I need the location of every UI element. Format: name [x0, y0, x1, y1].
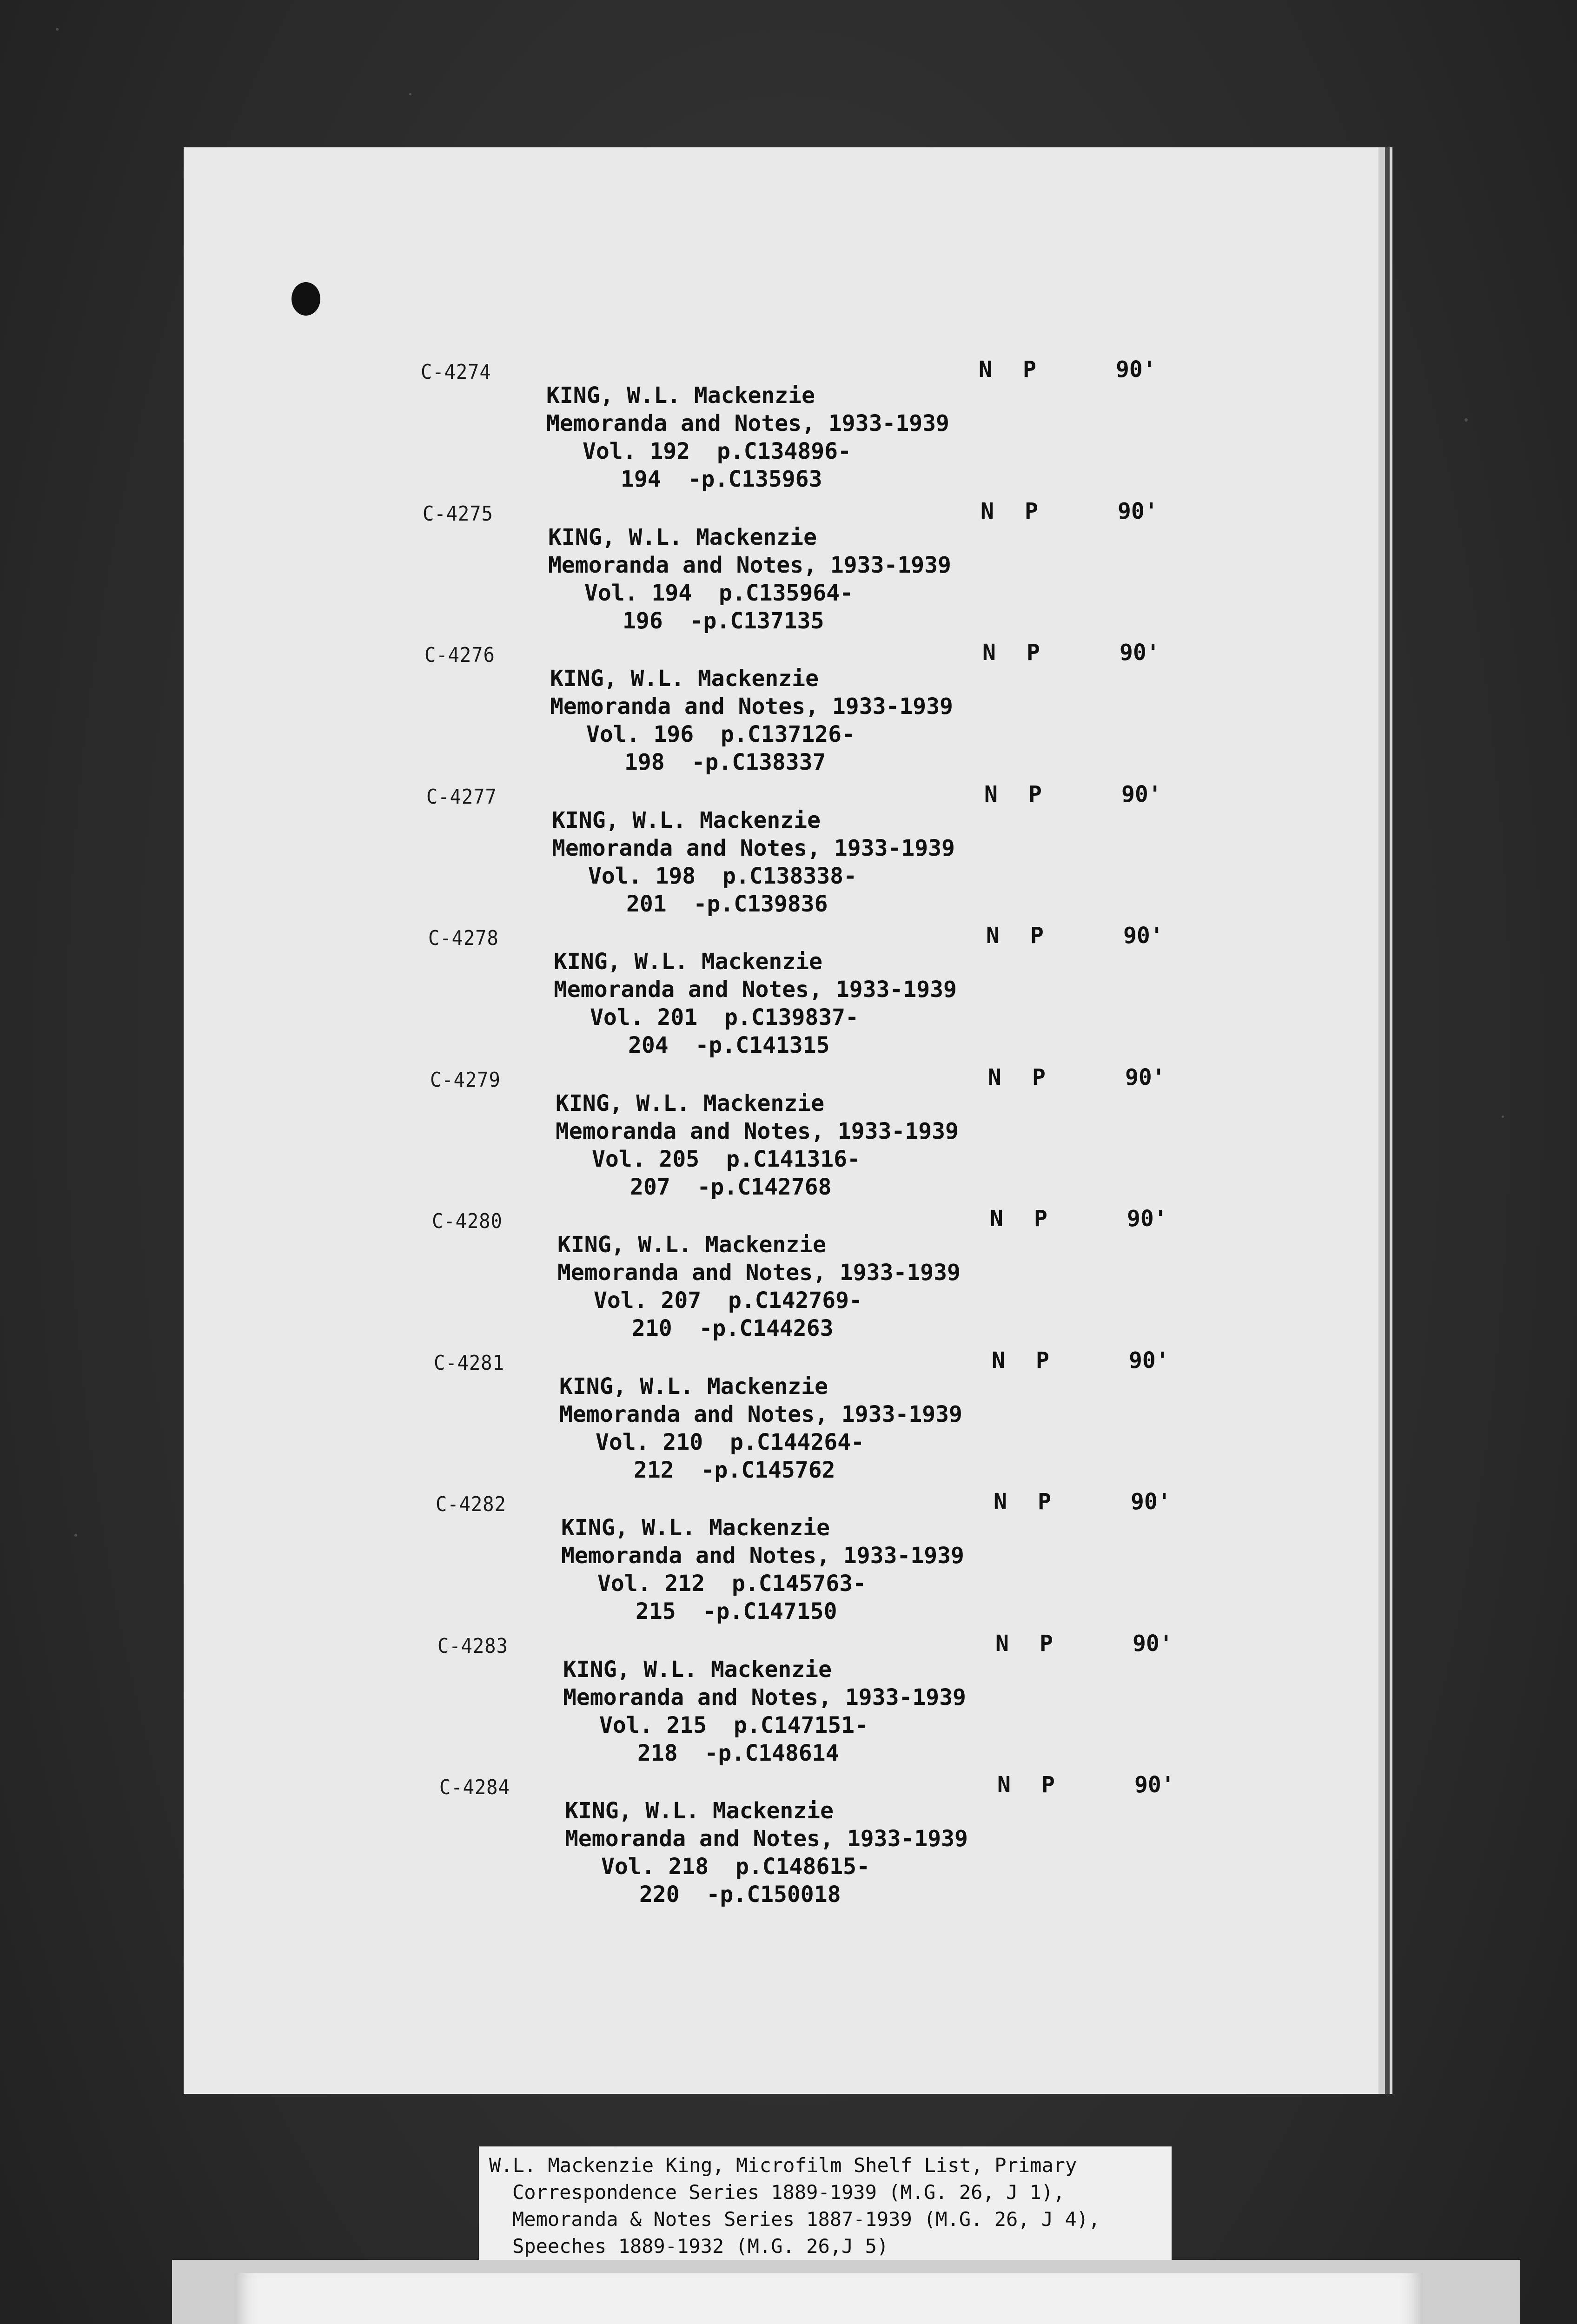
negative-flag: N [979, 357, 992, 383]
entry-name: KING, W.L. Mackenzie [554, 949, 822, 975]
negative-flag: N [984, 781, 998, 807]
caption-line: Correspondence Series 1889-1939 (M.G. 26, J 1), [512, 2181, 1065, 2204]
reel-number: C-4284 [439, 1776, 510, 1799]
positive-flag: P [1028, 781, 1042, 807]
entry-description [552, 806, 955, 918]
entry-description [554, 948, 957, 1059]
entry-series: Memoranda and Notes, 1933-1939 [563, 1684, 966, 1710]
entry-volume: Vol. 218 p.C148615- [601, 1854, 870, 1880]
entry-volume: Vol. 205 p.C141316- [592, 1146, 861, 1172]
entry-description [546, 382, 949, 493]
film-speck [1464, 418, 1468, 422]
negative-flag: N [992, 1347, 1005, 1373]
entry-name: KING, W.L. Mackenzie [557, 1232, 826, 1258]
archives-banner [235, 2273, 1423, 2324]
positive-flag: P [1025, 498, 1038, 524]
caption-line: W.L. Mackenzie King, Microfilm Shelf List, Primary [489, 2154, 1077, 2177]
entry-volume-end: 207 -p.C142768 [630, 1174, 832, 1200]
list-entry [191, 923, 1386, 1066]
negative-flag: N [990, 1206, 1003, 1232]
entry-volume: Vol. 212 p.C145763- [597, 1571, 866, 1597]
negative-flag: N [988, 1064, 1001, 1090]
entry-description [557, 1231, 961, 1342]
list-entry [195, 1206, 1390, 1349]
entry-series: Memoranda and Notes, 1933-1939 [546, 410, 949, 436]
film-length: 90' [1131, 1489, 1171, 1515]
list-entry [199, 1489, 1393, 1632]
list-entry [186, 498, 1380, 641]
entry-series: Memoranda and Notes, 1933-1939 [565, 1826, 968, 1852]
entry-description [548, 523, 951, 635]
entry-series: Memoranda and Notes, 1933-1939 [561, 1543, 964, 1569]
entry-volume-end: 196 -p.C137135 [623, 607, 824, 634]
reel-number: C-4277 [426, 785, 497, 809]
entry-volume: Vol. 192 p.C134896- [583, 438, 851, 464]
entry-name: KING, W.L. Mackenzie [552, 807, 821, 833]
caption-line: Speeches 1889-1932 (M.G. 26,J 5) [512, 2235, 889, 2258]
film-length: 90' [1125, 1064, 1166, 1090]
positive-flag: P [1030, 923, 1044, 949]
negative-flag: N [986, 923, 1000, 949]
film-speck [74, 1534, 77, 1537]
reel-number: C-4274 [421, 360, 491, 384]
entry-volume-end: 220 -p.C150018 [639, 1882, 841, 1908]
film-length: 90' [1118, 498, 1158, 524]
reel-number: C-4281 [434, 1351, 504, 1375]
film-speck [409, 93, 411, 95]
entry-series: Memoranda and Notes, 1933-1939 [548, 552, 951, 578]
entry-volume: Vol. 198 p.C138338- [588, 863, 857, 889]
entry-volume: Vol. 207 p.C142769- [594, 1287, 862, 1314]
entry-volume-end: 212 -p.C145762 [634, 1457, 835, 1483]
reel-number: C-4283 [437, 1634, 508, 1658]
entry-volume-end: 210 -p.C144263 [632, 1315, 834, 1341]
entry-name: KING, W.L. Mackenzie [548, 524, 817, 550]
entry-volume: Vol. 210 p.C144264- [596, 1429, 864, 1455]
entry-description [561, 1514, 964, 1625]
positive-flag: P [1034, 1206, 1047, 1232]
film-length: 90' [1127, 1206, 1167, 1232]
film-length: 90' [1133, 1630, 1173, 1657]
entry-name: KING, W.L. Mackenzie [546, 383, 815, 409]
film-speck [1502, 1116, 1504, 1118]
entry-series: Memoranda and Notes, 1933-1939 [550, 693, 953, 720]
entry-name: KING, W.L. Mackenzie [561, 1515, 830, 1541]
entry-description [563, 1656, 966, 1767]
entry-volume-end: 204 -p.C141315 [628, 1032, 830, 1058]
entry-volume: Vol. 194 p.C135964- [584, 580, 853, 606]
entry-volume: Vol. 215 p.C147151- [599, 1712, 868, 1738]
reel-number: C-4279 [430, 1068, 501, 1092]
entry-name: KING, W.L. Mackenzie [565, 1798, 834, 1824]
list-entry [184, 357, 1378, 500]
positive-flag: P [1036, 1347, 1049, 1373]
list-entry [189, 781, 1384, 924]
entry-volume-end: 215 -p.C147150 [636, 1598, 837, 1624]
negative-flag: N [982, 640, 996, 666]
entry-series: Memoranda and Notes, 1933-1939 [554, 977, 957, 1003]
caption-slip [479, 2146, 1172, 2263]
list-entry [200, 1630, 1395, 1774]
list-entry [193, 1064, 1388, 1208]
list-entry [197, 1347, 1391, 1491]
reel-number: C-4278 [428, 926, 499, 950]
entry-description [550, 665, 953, 776]
positive-flag: P [1041, 1772, 1055, 1798]
shelf-list-page [184, 147, 1378, 2094]
film-length: 90' [1123, 923, 1164, 949]
punch-hole [292, 282, 320, 316]
film-length: 90' [1134, 1772, 1175, 1798]
entry-description [556, 1089, 959, 1201]
negative-flag: N [995, 1630, 1009, 1657]
entry-name: KING, W.L. Mackenzie [559, 1373, 828, 1400]
entry-name: KING, W.L. Mackenzie [556, 1090, 824, 1116]
entry-volume-end: 218 -p.C148614 [637, 1740, 839, 1766]
negative-flag: N [981, 498, 994, 524]
film-speck [56, 28, 59, 31]
entry-series: Memoranda and Notes, 1933-1939 [556, 1118, 959, 1144]
positive-flag: P [1040, 1630, 1053, 1657]
positive-flag: P [1023, 357, 1036, 383]
negative-flag: N [997, 1772, 1011, 1798]
film-length: 90' [1120, 640, 1160, 666]
entry-volume-end: 198 -p.C138337 [624, 749, 826, 775]
film-length: 90' [1116, 357, 1156, 383]
entry-series: Memoranda and Notes, 1933-1939 [552, 835, 955, 861]
film-length: 90' [1129, 1347, 1169, 1373]
negative-flag: N [994, 1489, 1007, 1515]
positive-flag: P [1027, 640, 1040, 666]
reel-number: C-4280 [432, 1209, 503, 1233]
list-entry [202, 1772, 1397, 1915]
entry-name: KING, W.L. Mackenzie [563, 1656, 832, 1683]
reel-number: C-4276 [424, 643, 495, 667]
reel-number: C-4282 [436, 1492, 506, 1516]
entry-description [565, 1797, 968, 1908]
positive-flag: P [1038, 1489, 1051, 1515]
reel-number: C-4275 [423, 502, 493, 526]
list-entry [187, 640, 1382, 783]
entry-series: Memoranda and Notes, 1933-1939 [559, 1401, 962, 1427]
entry-description [559, 1373, 962, 1484]
entry-volume-end: 201 -p.C139836 [626, 891, 828, 917]
positive-flag: P [1032, 1064, 1046, 1090]
caption-line: Memoranda & Notes Series 1887-1939 (M.G. 26, J 4), [512, 2208, 1100, 2231]
entry-name: KING, W.L. Mackenzie [550, 666, 819, 692]
entry-series: Memoranda and Notes, 1933-1939 [557, 1260, 961, 1286]
film-length: 90' [1121, 781, 1162, 807]
entry-volume: Vol. 201 p.C139837- [590, 1004, 859, 1030]
entry-volume-end: 194 -p.C135963 [621, 466, 822, 492]
entry-volume: Vol. 196 p.C137126- [586, 721, 855, 747]
